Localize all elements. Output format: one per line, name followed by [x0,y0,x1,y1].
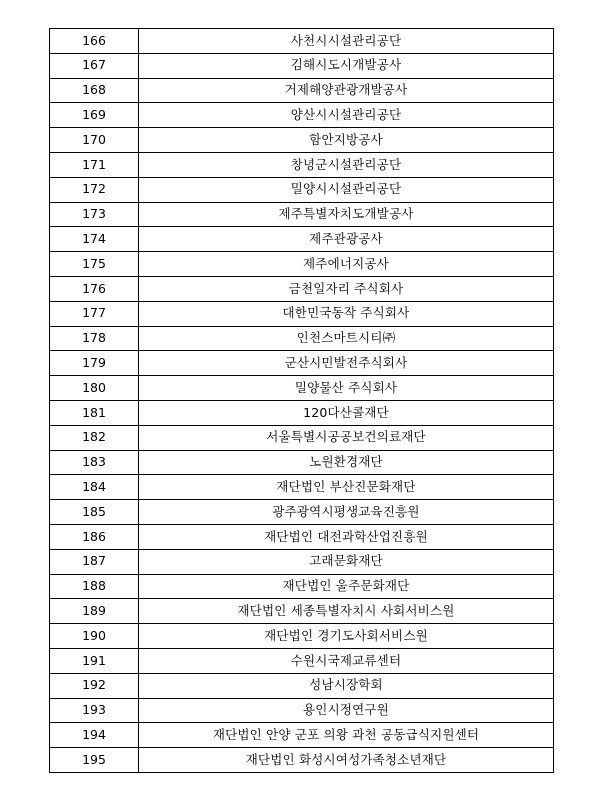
organization-name: 광주광역시평생교육진흥원 [139,500,554,525]
row-number: 194 [50,723,139,748]
row-number: 171 [50,152,139,177]
row-number: 169 [50,103,139,128]
organization-name: 용인시정연구원 [139,698,554,723]
table-row [50,252,554,277]
organization-name: 김해시도시개발공사 [139,53,554,78]
organization-name: 사천시시설관리공단 [139,29,554,54]
row-number: 173 [50,202,139,227]
organization-name: 성남시장학회 [139,673,554,698]
row-number: 175 [50,252,139,277]
row-number: 168 [50,78,139,103]
table-row [50,103,554,128]
table-row [50,29,554,54]
table-row [50,475,554,500]
organization-name: 재단법인 세종특별자치시 사회서비스원 [139,599,554,624]
organization-name: 제주관광공사 [139,227,554,252]
organization-table [49,28,554,773]
organization-name: 제주에너지공사 [139,252,554,277]
table-row [50,549,554,574]
table-row [50,624,554,649]
table-row [50,78,554,103]
table-row [50,723,554,748]
organization-name: 제주특별자치도개발공사 [139,202,554,227]
row-number: 180 [50,376,139,401]
row-number: 179 [50,351,139,376]
table-row [50,425,554,450]
table-row [50,673,554,698]
row-number: 186 [50,524,139,549]
organization-name: 밀양시시설관리공단 [139,177,554,202]
table-row [50,500,554,525]
organization-name: 금천일자리 주식회사 [139,276,554,301]
organization-name: 인천스마트시티㈜ [139,326,554,351]
row-number: 177 [50,301,139,326]
table-row [50,152,554,177]
row-number: 185 [50,500,139,525]
table-row [50,202,554,227]
row-number: 182 [50,425,139,450]
row-number: 172 [50,177,139,202]
row-number: 166 [50,29,139,54]
row-number: 189 [50,599,139,624]
table-row [50,276,554,301]
table-row [50,326,554,351]
organization-name: 재단법인 경기도사회서비스원 [139,624,554,649]
table-row [50,574,554,599]
table-row [50,128,554,153]
row-number: 181 [50,400,139,425]
organization-name: 함안지방공사 [139,128,554,153]
table-body [50,29,554,773]
row-number: 183 [50,450,139,475]
organization-name: 거제해양관광개발공사 [139,78,554,103]
organization-name: 수원시국제교류센터 [139,648,554,673]
organization-name: 재단법인 울주문화재단 [139,574,554,599]
table-row [50,698,554,723]
organization-name: 양산시시설관리공단 [139,103,554,128]
row-number: 188 [50,574,139,599]
row-number: 187 [50,549,139,574]
table-row [50,177,554,202]
organization-name: 고래문화재단 [139,549,554,574]
organization-name: 재단법인 대전과학산업진흥원 [139,524,554,549]
row-number: 184 [50,475,139,500]
row-number: 195 [50,748,139,773]
organization-name: 대한민국동작 주식회사 [139,301,554,326]
row-number: 174 [50,227,139,252]
table-row [50,748,554,773]
table-row [50,648,554,673]
table-row [50,524,554,549]
organization-name: 노원환경재단 [139,450,554,475]
row-number: 192 [50,673,139,698]
organization-name: 창녕군시설관리공단 [139,152,554,177]
table-row [50,53,554,78]
row-number: 167 [50,53,139,78]
organization-name: 재단법인 안양 군포 의왕 과천 공동급식지원센터 [139,723,554,748]
row-number: 191 [50,648,139,673]
organization-name: 군산시민발전주식회사 [139,351,554,376]
row-number: 178 [50,326,139,351]
row-number: 170 [50,128,139,153]
table-row [50,450,554,475]
table-row [50,599,554,624]
table-row [50,376,554,401]
row-number: 176 [50,276,139,301]
table-row [50,227,554,252]
row-number: 190 [50,624,139,649]
table-row [50,351,554,376]
organization-name: 서울특별시공공보건의료재단 [139,425,554,450]
organization-name: 120다산콜재단 [139,400,554,425]
row-number: 193 [50,698,139,723]
organization-name: 밀양물산 주식회사 [139,376,554,401]
organization-name: 재단법인 화성시여성가족청소년재단 [139,748,554,773]
organization-name: 재단법인 부산진문화재단 [139,475,554,500]
table-row [50,301,554,326]
table-row [50,400,554,425]
